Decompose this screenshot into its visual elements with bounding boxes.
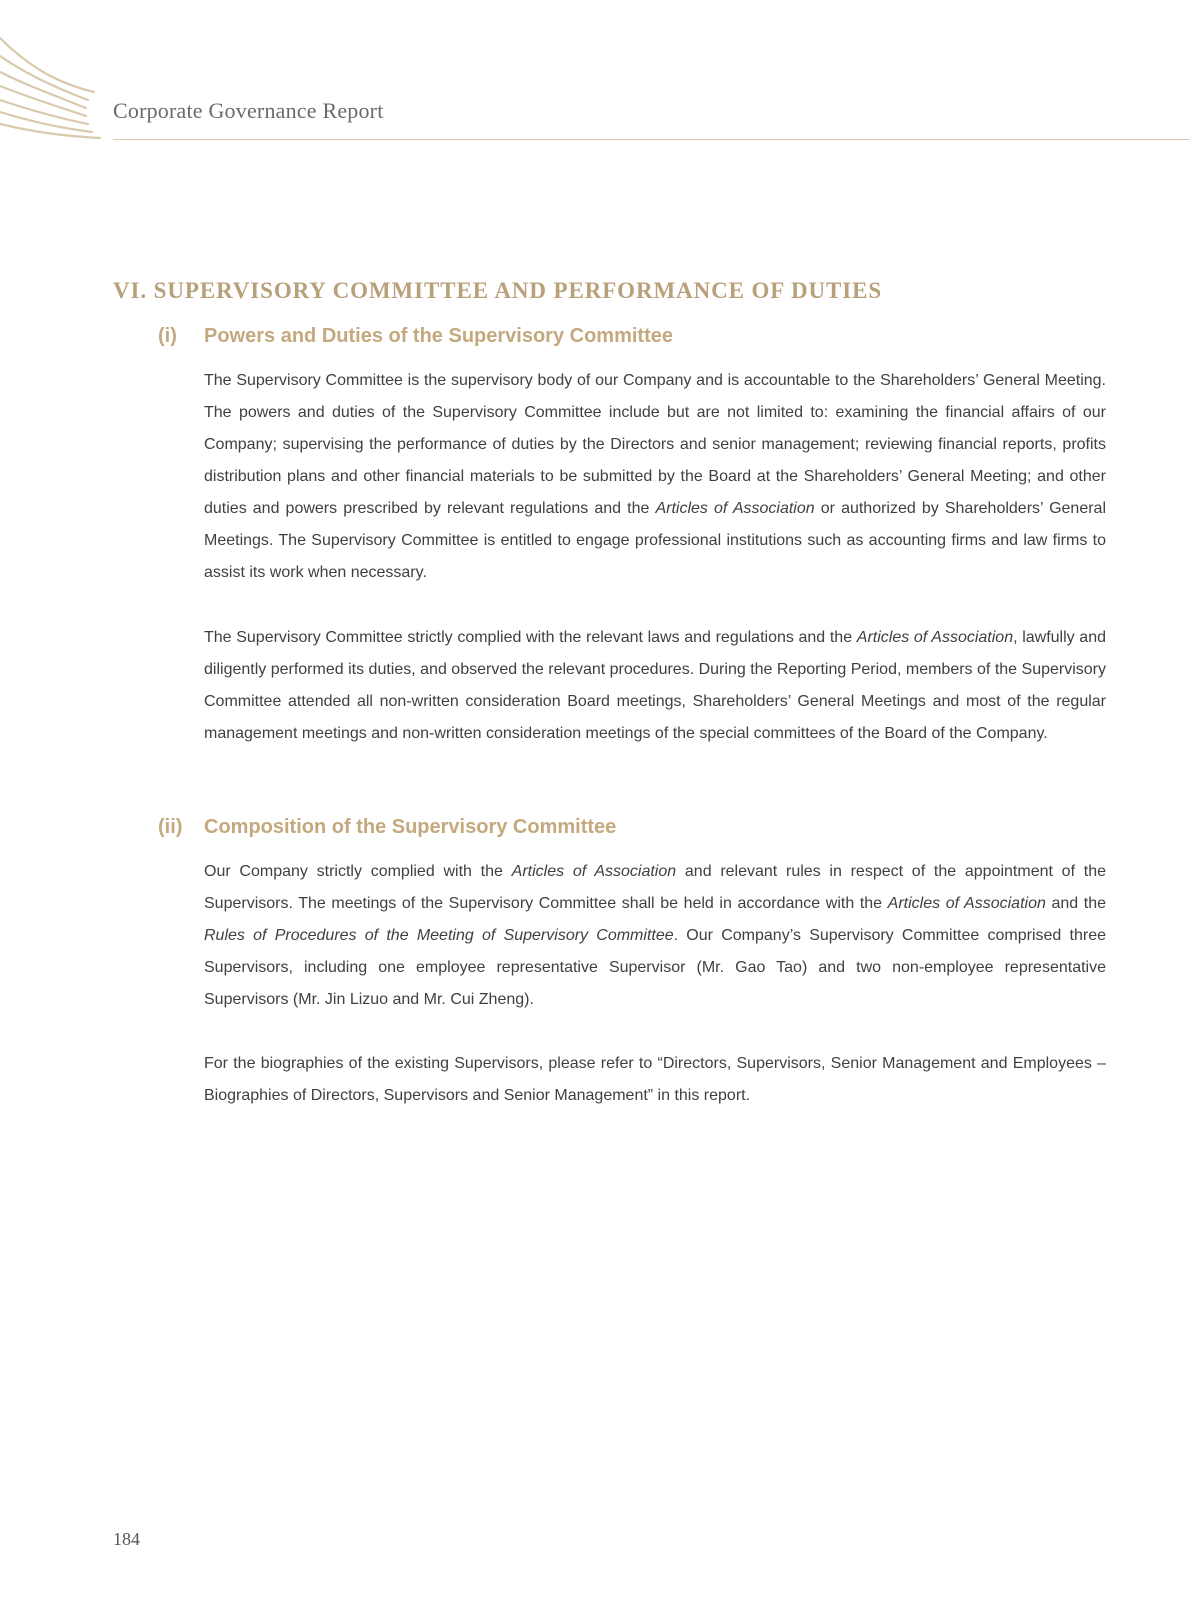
section-title: SUPERVISORY COMMITTEE AND PERFORMANCE OF DUTIES — [153, 278, 883, 303]
body-paragraph: For the biographies of the existing Supervisors, please refer to “Directors, Supervisors, Senior Management and Employees – Biographies of Directors, Supervisors and Senior Management” in this report. — [204, 1055, 1106, 1104]
subsection-heading — [158, 325, 673, 348]
body-paragraph: The Supervisory Committee is the supervisory body of our Company and is accountable to the Shareholders’ General Meeting. The powers and duties of the Supervisory Committee include but are not limited to: examining the financial affairs of our Company; supervising the performance of duties by the Directors and senior management; reviewing financial reports, profits distribution plans and other financial materials to be submitted by the Board at the Shareholders’ General Meeting; and other duties and powers prescribed by relevant regulations and the Articles of Association or authorized by Shareholders’ General Meetings. The Supervisory Committee is entitled to engage professional institutions such as accounting firms and law firms to assist its work when necessary. — [204, 372, 1106, 581]
body-paragraph: Our Company strictly complied with the Articles of Association and relevant rules in respect of the appointment of the Supervisors. The meetings of the Supervisory Committee shall be held in accordance with the Articles of Association and the Rules of Procedures of the Meeting of Supervisory Committee. Our Company’s Supervisory Committee comprised three Supervisors, including one employee representative Supervisor (Mr. Gao Tao) and two non-employee representative Supervisors (Mr. Jin Lizuo and Mr. Cui Zheng). — [204, 863, 1107, 1008]
section-number: VI. — [113, 278, 148, 303]
body-paragraph: The Supervisory Committee strictly complied with the relevant laws and regulations and the Articles of Association, lawfully and diligently performed its duties, and observed the relevant procedures. During the Reporting Period, members of the Supervisory Committee attended all non-written consideration Board meetings, Shareholders’ General Meetings and most of the regular management meetings and non-written consideration meetings of the special committees of the Board of the Company. — [204, 629, 1106, 742]
subsection-title: Composition of the Supervisory Committee — [204, 816, 617, 838]
subsection-heading — [158, 816, 616, 839]
subsection-number: (ii) — [158, 816, 183, 838]
header-divider — [113, 139, 1190, 140]
page-number: 184 — [113, 1529, 140, 1549]
header-curve-ornament — [0, 0, 120, 145]
header-title: Corporate Governance Report — [113, 98, 384, 123]
subsection-title: Powers and Duties of the Supervisory Committee — [204, 325, 673, 347]
section-heading — [113, 278, 882, 304]
subsection-number: (i) — [158, 325, 177, 347]
